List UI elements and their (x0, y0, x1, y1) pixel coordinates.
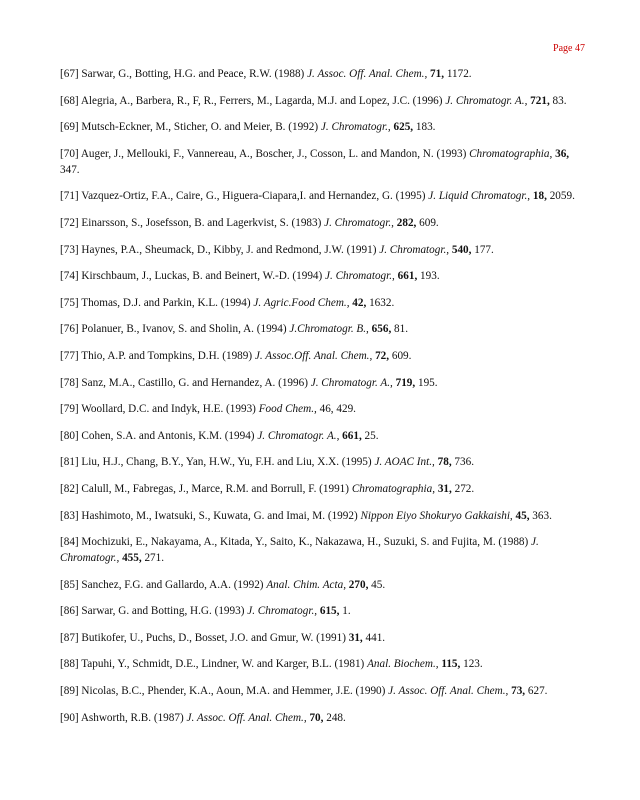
reference-pages: 1172. (444, 68, 472, 80)
reference-item (60, 295, 580, 311)
reference-pages: 46, 429. (319, 403, 356, 416)
reference-journal: J. Assoc. Off. Anal. Chem., (388, 685, 509, 698)
reference-authors-year: [70] Auger, J., Mellouki, F., Vannereau, A., Boscher, J., Cosson, L. and Mandon, N. (1993) (60, 147, 470, 160)
reference-journal: J. Chromatogr. A., (257, 429, 340, 442)
reference-item (60, 321, 580, 337)
reference-pages: 123. (460, 658, 483, 671)
reference-item (60, 630, 580, 646)
reference-journal: J. Chromatogr., (325, 270, 395, 283)
reference-journal: Anal. Biochem., (367, 658, 439, 671)
reference-volume: 45, (515, 509, 530, 522)
reference-item (60, 603, 580, 619)
reference-volume: 661, (342, 429, 362, 442)
reference-authors-year: [90] Ashworth, R.B. (1987) (60, 711, 187, 724)
reference-item (60, 481, 580, 497)
reference-item (60, 656, 580, 672)
reference-item (60, 428, 580, 444)
reference-authors-year: [88] Tapuhi, Y., Schmidt, D.E., Lindner, W. and Karger, B.L. (1981) (60, 658, 368, 671)
reference-journal: J. Liquid Chromatogr., (428, 190, 531, 203)
reference-volume: 73, (511, 685, 526, 698)
reference-pages: 183. (413, 121, 436, 134)
reference-pages: 248. (323, 711, 346, 724)
reference-item (60, 577, 580, 593)
reference-authors-year: [67] Sarwar, G., Botting, H.G. and Peace, R.W. (1988) (60, 68, 308, 80)
reference-pages: 347. (60, 163, 80, 176)
reference-pages: 1. (339, 605, 351, 618)
reference-volume: 70, (309, 711, 324, 724)
reference-volume: 18, (532, 190, 547, 203)
reference-volume: 661, (397, 270, 418, 283)
reference-pages: 193. (417, 270, 440, 283)
reference-authors-year: [71] Vazquez-Ortiz, F.A., Caire, G., Higuera-Ciapara,I. and Hernandez, G. (1995) (60, 190, 429, 203)
reference-item (60, 215, 580, 231)
reference-journal: Nippon Eiyo Shokuryo Gakkaishi, (360, 509, 513, 522)
reference-pages: 271. (141, 552, 165, 565)
reference-authors-year: [68] Alegria, A., Barbera, R., F, R., Ferrers, M., Lagarda, M.J. and Lopez, J.C. (1996) (60, 94, 446, 107)
reference-pages: 83. (549, 94, 567, 107)
reference-journal: J. Chromatogr., (324, 216, 394, 229)
reference-volume: 270, (348, 578, 369, 591)
reference-volume: 625, (393, 121, 414, 134)
reference-volume: 42, (352, 296, 367, 309)
reference-volume: 721, (530, 94, 550, 107)
reference-item (60, 146, 580, 178)
reference-authors-year: [87] Butikofer, U., Puchs, D., Bosset, J.O. and Gmur, W. (1991) (60, 631, 349, 644)
reference-volume: 31, (348, 631, 363, 644)
reference-pages: 609. (389, 349, 412, 362)
reference-volume: 115, (441, 658, 461, 671)
reference-item (60, 534, 580, 566)
reference-list (60, 66, 580, 736)
reference-item (60, 508, 580, 524)
reference-journal: J. Assoc. Off. Anal. Chem., (186, 711, 307, 724)
reference-journal: Food Chem., (258, 403, 317, 416)
reference-authors-year: [84] Mochizuki, E., Nakayama, A., Kitada, Y., Saito, K., Nakazawa, H., Suzuki, S. and Fujita, M. (1988) (60, 536, 532, 549)
reference-volume: 282, (396, 216, 417, 229)
reference-journal: Anal. Chim. Acta, (266, 578, 346, 591)
reference-authors-year: [75] Thomas, D.J. and Parkin, K.L. (1994) (60, 296, 254, 309)
reference-item (60, 683, 580, 699)
reference-volume: 455, (122, 552, 142, 565)
reference-journal: J.Chromatogr. B., (289, 323, 369, 336)
reference-item (60, 188, 580, 204)
page-number: Page 47 (553, 43, 585, 54)
reference-journal: J. Chromatogr. A., (310, 376, 393, 389)
reference-volume: 719, (395, 376, 416, 389)
reference-pages: 81. (391, 323, 409, 336)
reference-volume: 78, (437, 456, 452, 469)
reference-pages: 441. (362, 631, 386, 644)
reference-volume: 71, (430, 68, 445, 80)
reference-volume: 656, (371, 323, 392, 336)
reference-authors-year: [80] Cohen, S.A. and Antonis, K.M. (1994) (60, 429, 258, 442)
reference-item (60, 348, 580, 364)
reference-pages: 195. (415, 376, 438, 389)
reference-authors-year: [72] Einarsson, S., Josefsson, B. and Lagerkvist, S. (1983) (60, 216, 325, 229)
reference-authors-year: [73] Haynes, P.A., Sheumack, D., Kibby, J. and Redmond, J.W. (1991) (60, 243, 380, 256)
reference-authors-year: [81] Liu, H.J., Chang, B.Y., Yan, H.W., Yu, F.H. and Liu, X.X. (1995) (60, 456, 375, 469)
reference-volume: 36, (555, 147, 570, 160)
reference-pages: 736. (451, 456, 474, 469)
reference-journal: Chromatographia, (351, 482, 436, 495)
reference-item (60, 454, 580, 470)
reference-journal: J. Chromatogr., (247, 605, 318, 618)
reference-item (60, 268, 580, 284)
reference-pages: 627. (525, 685, 548, 698)
reference-journal: J. Chromatogr., (379, 243, 450, 256)
reference-volume: 540, (451, 243, 472, 256)
reference-item (60, 93, 580, 109)
reference-authors-year: [85] Sanchez, F.G. and Gallardo, A.A. (1992) (60, 578, 267, 591)
reference-item (60, 401, 580, 417)
reference-item (60, 242, 580, 258)
reference-journal: J. Assoc. Off. Anal. Chem., (307, 68, 428, 80)
reference-journal: J. AOAC Int., (374, 456, 435, 469)
reference-volume: 615, (319, 605, 340, 618)
reference-authors-year: [69] Mutsch-Eckner, M., Sticher, O. and Meier, B. (1992) (60, 121, 321, 134)
reference-pages: 363. (529, 509, 552, 522)
reference-authors-year: [74] Kirschbaum, J., Luckas, B. and Beinert, W.-D. (1994) (60, 270, 326, 283)
reference-journal: J. Chromatogr., (320, 121, 391, 134)
reference-authors-year: [77] Thio, A.P. and Tompkins, D.H. (1989) (60, 349, 255, 362)
reference-journal: J. Agric.Food Chem., (253, 296, 350, 309)
reference-pages: 45. (368, 578, 386, 591)
reference-journal: J. Chromatogr. A., (445, 94, 528, 107)
reference-authors-year: [89] Nicolas, B.C., Phender, K.A., Aoun, M.A. and Hemmer, J.E. (1990) (60, 685, 389, 698)
reference-item (60, 710, 580, 726)
reference-volume: 72, (375, 349, 390, 362)
reference-pages: 272. (451, 482, 475, 495)
reference-authors-year: [86] Sarwar, G. and Botting, H.G. (1993) (60, 605, 248, 618)
reference-journal: J. Assoc.Off. Anal. Chem., (254, 349, 373, 362)
reference-volume: 31, (437, 482, 452, 495)
reference-pages: 177. (471, 243, 494, 256)
reference-pages: 1632. (366, 296, 395, 309)
reference-journal: J. Chromatogr., (60, 536, 539, 565)
reference-pages: 25. (361, 429, 379, 442)
reference-pages: 609. (416, 216, 439, 229)
reference-authors-year: [78] Sanz, M.A., Castillo, G. and Hernandez, A. (1996) (60, 376, 311, 389)
reference-authors-year: [82] Calull, M., Fabregas, J., Marce, R.M. and Borrull, F. (1991) (60, 482, 352, 495)
reference-authors-year: [83] Hashimoto, M., Iwatsuki, S., Kuwata, G. and Imai, M. (1992) (60, 509, 361, 522)
reference-authors-year: [79] Woollard, D.C. and Indyk, H.E. (1993) (60, 403, 259, 416)
reference-item (60, 375, 580, 391)
reference-pages: 2059. (546, 190, 575, 203)
reference-authors-year: [76] Polanuer, B., Ivanov, S. and Sholin, A. (1994) (60, 323, 290, 336)
reference-item (60, 66, 580, 82)
reference-journal: Chromatographia, (469, 147, 553, 160)
reference-item (60, 119, 580, 135)
